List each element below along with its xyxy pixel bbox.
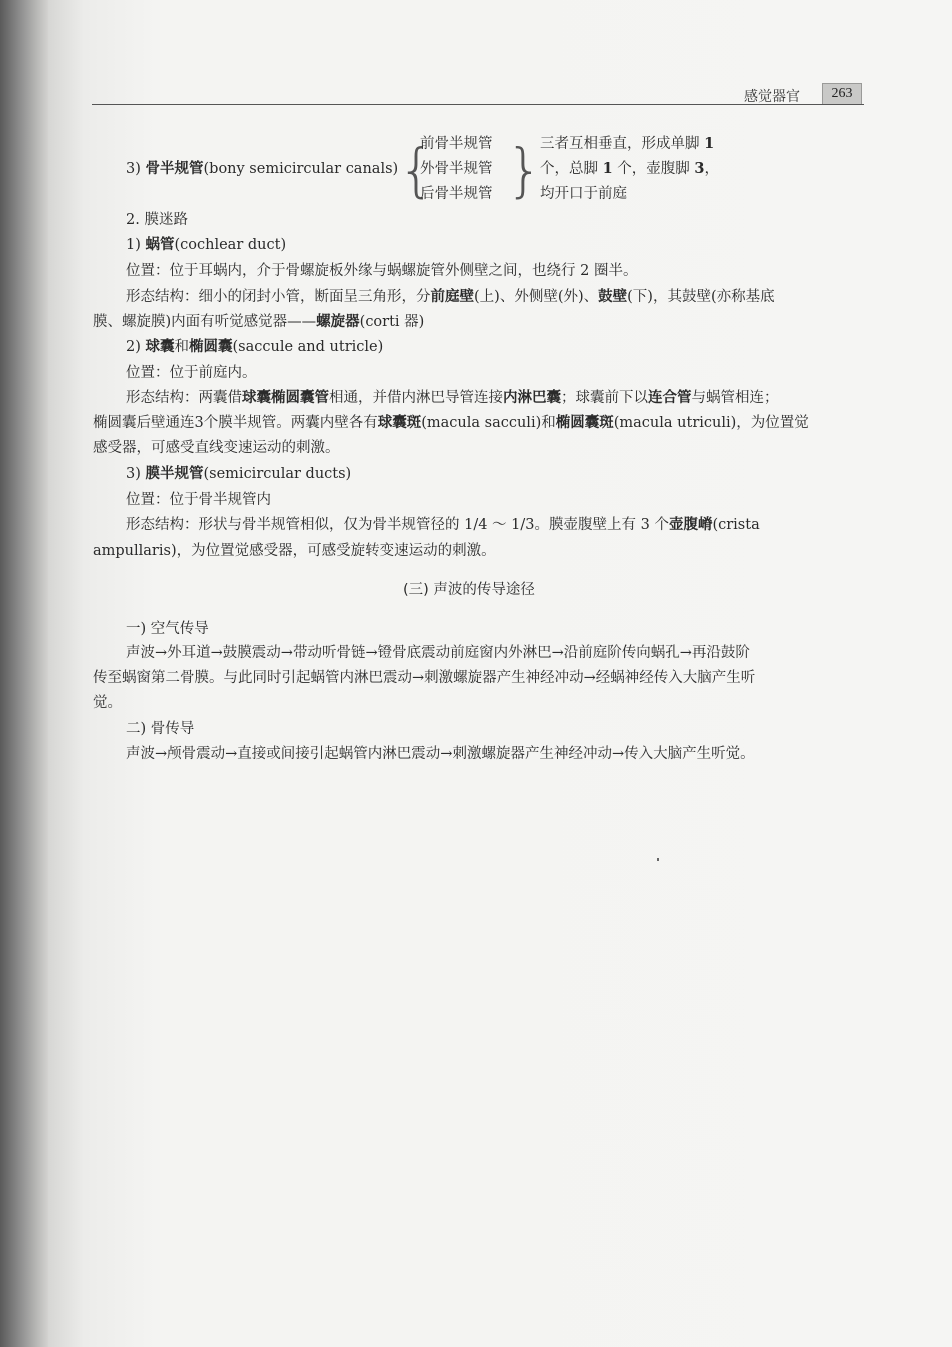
term-bold: 球囊 <box>145 338 175 355</box>
term-english: (semicircular ducts) <box>203 466 352 482</box>
text: 形态结构：两囊借 <box>126 390 242 406</box>
bony-semicircular-label <box>126 159 398 179</box>
term-bold: 内淋巴囊 <box>503 389 561 406</box>
text: ；球囊前下以 <box>561 390 648 406</box>
term-bold: 椭圆囊 <box>189 338 233 355</box>
saccule-heading <box>126 337 383 357</box>
text: 相通，并借内淋巴导管连接 <box>329 390 503 406</box>
note-text: 三者互相垂直，形成单脚 <box>540 136 705 152</box>
canal-anterior: 前骨半规管 <box>420 136 493 152</box>
page-number: 263 <box>822 83 862 105</box>
term-bold: 壶腹嵴 <box>668 516 713 533</box>
text: 与蜗管相连； <box>691 390 779 406</box>
text: (macula sacculi)和 <box>421 415 556 431</box>
cochlear-position: 位置：位于耳蜗内，介于骨螺旋板外缘与蜗螺旋管外侧壁之间，也绕行 2 圈半。 <box>126 263 638 279</box>
bone-conduction-line1: 声波→颅骨震动→直接或间接引起蜗管内淋巴震动→刺激螺旋器产生神经冲动→传入大脑产生听觉。 <box>126 746 755 762</box>
scan-speck <box>657 858 659 861</box>
note-number: 1 <box>602 160 613 177</box>
text: (corti 器) <box>359 314 425 330</box>
saccule-morphology-line3: 感受器，可感受直线变速运动的刺激。 <box>93 440 340 456</box>
air-conduction-line2: 传至蜗窗第二骨膜。与此同时引起蜗管内淋巴震动→刺激螺旋器产生神经冲动→经蜗神经传入大脑产生听 <box>93 670 756 686</box>
term-bold: 球囊椭圆囊管 <box>242 389 329 406</box>
semicircular-ducts-morphology-line1 <box>126 515 760 535</box>
saccule-morphology-line1 <box>126 388 779 408</box>
saccule-position: 位置：位于前庭内。 <box>126 365 257 381</box>
text: (macula utriculi)，为位置觉 <box>613 415 809 431</box>
text: 形态结构：形状与骨半规管相似，仅为骨半规管径的 1/4 ～ 1/3。膜壶腹壁上有 3 个 <box>126 517 669 533</box>
term-bold: 连合管 <box>648 389 692 406</box>
note-text: 个，壶腹脚 <box>612 161 695 177</box>
right-brace: } <box>506 136 543 204</box>
term-bold: 鼓壁 <box>598 288 628 305</box>
cochlear-morphology-line1 <box>126 287 775 307</box>
term-bold: 骨半规管 <box>145 160 204 177</box>
term-english: (saccule and utricle) <box>232 339 384 355</box>
text: 和 <box>174 339 189 355</box>
label-prefix: 1) <box>126 237 146 253</box>
note-text: 个，总脚 <box>540 161 603 177</box>
canal-note-line3: 均开口于前庭 <box>540 186 627 202</box>
header-rule <box>92 104 864 105</box>
note-number: 3 <box>694 160 705 177</box>
text: (crista <box>712 517 760 533</box>
cochlear-duct-heading <box>126 235 286 255</box>
text: (下)，其鼓壁(亦称基底 <box>627 289 775 305</box>
label-prefix: 2) <box>126 339 146 355</box>
term-bold: 螺旋器 <box>316 313 360 330</box>
term-bold: 蜗管 <box>145 236 175 253</box>
air-conduction-line1: 声波→外耳道→鼓膜震动→带动听骨链→镫骨底震动前庭窗内外淋巴→沿前庭阶传向蜗孔→再沿鼓阶 <box>126 645 750 661</box>
canal-posterior: 后骨半规管 <box>420 186 493 202</box>
text: (上)、外侧壁(外)、 <box>474 289 599 305</box>
label-prefix: 3) <box>126 466 146 482</box>
bone-conduction-title: 二) 骨传导 <box>126 721 195 737</box>
membranous-title: 2. 膜迷路 <box>126 212 188 228</box>
semicircular-ducts-heading <box>126 464 351 484</box>
term-bold: 球囊斑 <box>377 414 422 431</box>
term-bold: 椭圆囊斑 <box>555 414 614 431</box>
term-english: (cochlear duct) <box>174 237 287 253</box>
label-prefix: 3) <box>126 161 146 177</box>
semicircular-ducts-morphology-line2: ampullaris)，为位置觉感受器，可感受旋转变速运动的刺激。 <box>93 543 496 559</box>
running-header-title: 感觉器官 <box>744 89 800 105</box>
term-bold: 前庭壁 <box>430 288 474 305</box>
text: 形态结构：细小的闭封小管，断面呈三角形，分 <box>126 289 431 305</box>
text: 椭圆囊后壁通连3个膜半规管。两囊内壁各有 <box>93 415 378 431</box>
canal-note-line1 <box>540 134 714 154</box>
term-english: (bony semicircular canals) <box>203 161 399 177</box>
note-number: 1 <box>704 135 715 152</box>
section-heading-conduction: (三) 声波的传导途径 <box>403 582 535 598</box>
note-text: ， <box>704 161 720 177</box>
canal-note-line2 <box>540 159 719 179</box>
canal-lateral: 外骨半规管 <box>420 161 493 177</box>
saccule-morphology-line2 <box>93 413 809 433</box>
left-brace: { <box>398 136 435 204</box>
air-conduction-line3: 觉。 <box>93 695 122 711</box>
term-bold: 膜半规管 <box>145 465 204 482</box>
air-conduction-title: 一) 空气传导 <box>126 621 209 637</box>
cochlear-morphology-line2 <box>93 312 424 332</box>
text: 膜、螺旋膜)内面有听觉感觉器—— <box>93 314 317 330</box>
semicircular-ducts-position: 位置：位于骨半规管内 <box>126 492 271 508</box>
